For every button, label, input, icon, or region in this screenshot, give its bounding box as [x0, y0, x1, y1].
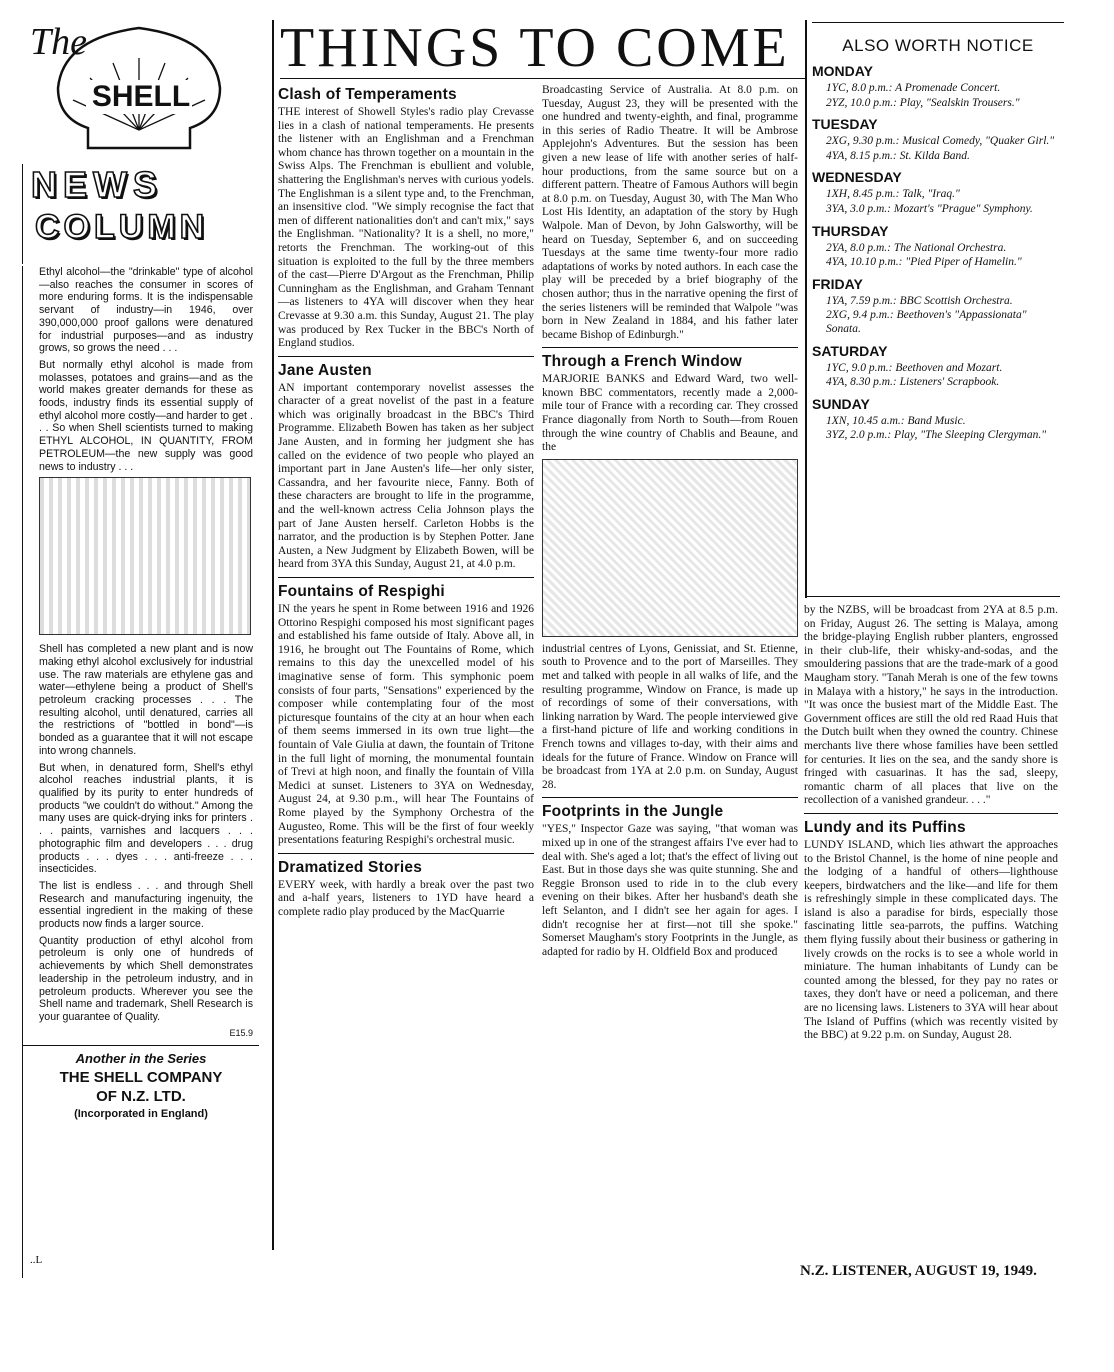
ad-body: [22, 266, 258, 1278]
footer-company-line-2: OF N.Z. LTD.: [96, 1087, 186, 1105]
column-divider: [272, 20, 274, 1250]
shell-logo: [28, 18, 250, 158]
notice-item: 2YZ, 10.0 p.m.: Play, "Sealskin Trousers.": [826, 96, 1020, 109]
heading-dramatized-stories: Dramatized Stories: [278, 858, 423, 876]
footer-incorporated: (Incorporated in England): [74, 1107, 208, 1120]
notice-item: 4YA, 8.15 p.m.: St. Kilda Band.: [826, 149, 970, 162]
notice-item: 2XG, 9.30 p.m.: Musical Comedy, "Quaker Girl.": [826, 135, 1055, 148]
section-rule: [804, 813, 1058, 814]
ad-code: E15.9: [229, 1027, 253, 1038]
ad-copy-bottom: [39, 643, 253, 1038]
article-clash-body: THE interest of Showell Styles's radio play Crevasse lies in a clash of national temperaments. He presents the listener with an Englishman and a Frenchman whom chance has thrown together on a mountain in the Swiss Alps. The Frenchman is ebullient and voluble, shattering the Englishman's nerves with curious yodels. The Englishman is a silent type and, to the Frenchman, an insensitive clod. "We simply recognise the fact that men of different nationalities don't and can't mix," says the Englishman. "Nationality? It is a shell, no more," retorts the Frenchman. The working-out of this situation is exploited to the full by the three members of the cast—Pierre D'Argout as the Frenchman, Philip Cunningham as the Englishman, and Graham Tennant—as listeners to 4YA will discover when they hear Crevasse at 9.30 a.m. this Sunday, August 21. The play was produced by Rex Tucker in the BBC's North of England studios.: [278, 106, 534, 350]
article-austen-body: AN important contemporary novelist assesses the character of a great novelist of the past in a feature which was originally broadcast in the BBC's Third Programme. Elizabeth Bowen has taken as her subject Jane Austen, and in forming her judgment she has called on the evidence of two people who played an important part in Jane Austen's life—her only sister, Cassandra, and her favourite niece, Fanny. Both of these characters are brought to life in the programme, and the well-known actress Celia Johnson plays the part of Jane Austen herself. Carleton Hobbs is the narrator, and the production is by Stephen Potter. Jane Austen, a New Judgment by Elizabeth Bowen, will be heard from 3YA this Sunday, August 21, at 4.0 p.m.: [278, 381, 534, 571]
notice-item: 1XN, 10.45 a.m.: Band Music.: [826, 414, 966, 427]
ad-paragraph: But normally ethyl alcohol is made from molasses, potatoes and grains—and as the world makes greater demands for these as foods, industry finds its essential supply of ethyl alcohol more costly—and harder to get . . . So when Shell scientists turned to making ETHYL ALCOHOL, IN QUANTITY, FROM PETROLEUM—the new supply was good news to industry . . .: [39, 358, 253, 473]
french-village-illustration: [542, 459, 798, 637]
notice-day-heading: FRIDAY: [812, 275, 863, 292]
logo-the-script: The: [30, 21, 87, 63]
article-french-body-2: industrial centres of Lyons, Genissiat, and St. Etienne, south to Provence and to the port of Marseilles. They met and talked with people in all walks of life, and the resulting programme, Window on France, is made up of recordings of some of their conversations, with linking narration by Ward. The people interviewed give a first-hand picture of life and working conditions in French towns and villages to-day, with their aims and ideals for the future of France. Window on France will be broadcast from 1YA at 2.0 p.m. on Sunday, August 28.: [542, 642, 798, 791]
masthead-rule: [280, 78, 806, 79]
heading-fountains-of-respighi: Fountains of Respighi: [278, 583, 445, 600]
notice-item: 4YA, 10.10 p.m.: "Pied Piper of Hamelin.": [826, 256, 1022, 269]
column-divider: [805, 20, 807, 598]
notice-item: 2YA, 8.0 p.m.: The National Orchestra.: [826, 241, 1007, 254]
article-broadcasting-body: Broadcasting Service of Australia. At 8.0 p.m. on Tuesday, August 23, they will be presented with the one hundred and twenty-eighth, and final, programme in this series of Radio Theatre. It will be Ambrose Applejohn's Adventures. But the session has been given a new lease of life with another series of half-hour productions, from the same source but on a different pattern. Theatre of Famous Authors will begin at 8.0 p.m. on Tuesday, August 30, with The Man Who Lost His Identity, an adaptation of the story by Hugh Walpole. Man of Devon, by John Galsworthy, will be heard on Tuesday, September 6, and on succeeding Tuesdays at the same time twenty-four more radio adaptations of works by noted authors. In each case the play will be preceded by a brief biography of the chosen author; thus in the narrative opening the first of the series listeners will be reminded that Walpole "was born in New Zealand in 1884, and his father later became Bishop of Edinburgh.": [542, 84, 798, 341]
notice-day-heading: THURSDAY: [812, 222, 889, 239]
heading-lundy-and-its-puffins: Lundy and its Puffins: [804, 818, 966, 836]
notice-item: 1YC, 8.0 p.m.: A Promenade Concert.: [826, 82, 1001, 94]
ad-paragraph: Ethyl alcohol—the "drinkable" type of alcohol—also reaches the consumer in scores of more enduring forms. It is the indispensable servant of industry—in 1946, over 390,000,000 proof gallons were denatured for industrial purposes—and as industry grows, so grows the need . . .: [39, 266, 253, 355]
ad-copy-top: [39, 266, 253, 473]
heading-clash-of-temperaments: Clash of Temperaments: [278, 86, 457, 103]
notice-day-heading: SATURDAY: [812, 342, 888, 359]
page-mark: ..L: [30, 1254, 43, 1266]
ad-paragraph: Quantity production of ethyl alcohol from petroleum is only one of hundreds of achievements by which Shell demonstrates leadership in the petroleum industry, and in petroleum products. Wherever you see the Shell name and trademark, Shell Research is your guarantee of Quality.: [39, 934, 253, 1023]
section-rule: [278, 853, 534, 854]
issue-footer: N.Z. LISTENER, AUGUST 19, 1949.: [800, 1263, 1037, 1279]
footer-company-line-1: THE SHELL COMPANY: [59, 1068, 223, 1086]
notice-day-heading: WEDNESDAY: [812, 169, 902, 186]
ad-paragraph: Shell has completed a new plant and is now making ethyl alcohol exclusively for industrial use. The raw materials are ethylene gas and water—ethylene being a product of Shell's petroleum cracking processes . . . The resulting alcohol, until denatured, carries all the restrictions of "bottled in bond"—is bonded as a guarantee that it will not escape into wrong channels.: [39, 643, 253, 757]
notice-day-heading: SUNDAY: [812, 395, 870, 412]
column-2: [542, 84, 798, 963]
article-lundy-body: LUNDY ISLAND, which lies athwart the approaches to the Bristol Channel, is the home of nine people and the lodging of a handful of others—lighthouse keepers, birdwatchers and the like—and life for them is refreshingly simple in these complicated days. The island is also a paradise for birds, especially those fascinating little sea-parrots, the puffins. Watching them flying fussily about their business or gathering in lively crowds on the rocks is to see a whole world in miniature. The human inhabitants of Lundy can be counted among the blessed, for they pay no rates or taxes, they don't have or need a policeman, and there are no licensing laws. Listeners to 3YA will hear about The Island of Puffins (which was recently visited by the BBC) at 9.22 p.m. on Sunday, August 28.: [804, 838, 1058, 1042]
heading-footprints-in-the-jungle: Footprints in the Jungle: [542, 803, 724, 821]
notice-item: 3YA, 3.0 p.m.: Mozart's "Prague" Symphony.: [826, 202, 1033, 215]
article-jungle-body: "YES," Inspector Gaze was saying, "that woman was mixed up in one of the strangest affairs I've ever had to deal with. She's aged a lot; that's the effect of living out East. But in those days she was quite stunning. She and Reggie Bronson used to ride in to the club every evening on their bikes. After her husband's death she left Selanton, and I didn't see her again for ages. I didn't recognise her at first—not till she spoke." Somerset Maugham's story Footprints in the Jungle, as adapted for radio by H. Oldfield Box and produced: [542, 823, 798, 958]
title-news: NEWS: [31, 164, 163, 205]
ad-footer: [23, 1045, 259, 1122]
column-3-lower: [804, 604, 1058, 1047]
title-column: COLUMN: [35, 208, 209, 246]
notice-item: 1YC, 9.0 p.m.: Beethoven and Mozart.: [826, 361, 1003, 374]
ad-paragraph: But when, in denatured form, Shell's ethyl alcohol reaches industrial plants, it is qualified by its purity to enter hundreds of products "we couldn't do without." Among the many uses are quick-drying inks for printers . . . paints, varnishes and lacquers . . . photographic film and developers . . . drug products . . . dyes . . . anti-freeze . . . insecticides.: [39, 761, 253, 876]
section-rule: [278, 577, 534, 578]
section-rule: [542, 347, 798, 348]
article-nzbs-body: by the NZBS, will be broadcast from 2YA at 8.5 p.m. on Friday, August 26. The setting is Malaya, among the bridge-playing English rubber planters, engrossed in their club-life, their whisky-and-sodas, and the smouldering passions that are the trade-mark of a good Maugham story. "Tanah Merah is one of the few towns in Malaya with a history," he says in the introduction. "It was once the busiest mart of the Middle East. The Government offices are still the old red Raad Huis that the Dutch built when they owned the country. Chinese merchants live there whose families have been settled for centuries. It lies on the sea, and the sandy shore is fringed with casuarinas. It has the sad, sleepy, romantic charm of all places that live on the recollection of a vanished grandeur. . . .": [804, 604, 1058, 807]
article-respighi-body: IN the years he spent in Rome between 1916 and 1926 Ottorino Respighi composed his most significant pages and established his fame outside of Italy. Above all, in 1916, he brought out The Fountains of Rome, which remains to this day the unexcelled model of his imaginative sense of form. This symphonic poem consists of four parts, "Sensations" experienced by the composer while contemplating four of the most picturesque fountains of the city at an hour when each of them seems immersed in its own true light—the fountain of Vale Giulia at dawn, the fountain of Tritone in the full light of morning, the monumental fountain of Trevi at high noon, and finally the fountain of Villa Medici at sunset. Listeners to 3YA on Wednesday, August 24, at 9.30 p.m., will hear The Fountains of Rome played by the Symphony Orchestra of the Augusteo, Rome. This will be the first of four weekly presentations featuring Respighi's orchestral music.: [278, 603, 534, 847]
page-title: THINGS TO COME: [280, 17, 790, 79]
heading-jane-austen: Jane Austen: [278, 361, 372, 379]
notice-day-list: [812, 63, 1064, 443]
notice-item: 1XH, 8.45 p.m.: Talk, "Iraq.": [826, 188, 960, 201]
notice-day-heading: TUESDAY: [812, 116, 878, 133]
notice-day-heading: MONDAY: [812, 63, 873, 79]
notice-item: 1YA, 7.59 p.m.: BBC Scottish Orchestra.: [826, 294, 1013, 307]
shell-advertisement: [22, 14, 258, 1284]
heading-through-a-french-window: Through a French Window: [542, 353, 742, 371]
notice-item: 4YA, 8.30 p.m.: Listeners' Scrapbook.: [826, 376, 1000, 389]
news-column-title: [22, 164, 259, 264]
logo-shell-wordmark: SHELL: [91, 80, 191, 113]
notice-bottom-rule: [806, 596, 1060, 597]
footer-series: Another in the Series: [75, 1050, 207, 1066]
also-worth-notice-box: [812, 22, 1064, 444]
notice-item: 2XG, 9.4 p.m.: Beethoven's "Appassionata" Sonata.: [826, 309, 1027, 335]
notice-title: ALSO WORTH NOTICE: [842, 36, 1034, 55]
article-french-body-1: MARJORIE BANKS and Edward Ward, two well-known BBC commentators, recently made a 2,000-mile tour of France with a recording car. They crossed France diagonally from North to South—from Rouen through the wine country of Chablis and Beaune, and the: [542, 373, 798, 454]
section-rule: [278, 356, 534, 357]
column-1: [278, 82, 534, 923]
notice-item: 3YZ, 2.0 p.m.: Play, "The Sleeping Clergyman.": [826, 429, 1047, 442]
refinery-illustration: [39, 477, 251, 635]
ad-paragraph: The list is endless . . . and through Shell Research and manufacturing ingenuity, the essential ingredient in the making of these products now finds a larger source.: [39, 879, 253, 931]
section-rule: [542, 797, 798, 798]
article-dramatized-body: EVERY week, with hardly a break over the past two and a-half years, listeners to 1YD have heard a complete radio play produced by the MacQuarrie: [278, 878, 534, 918]
